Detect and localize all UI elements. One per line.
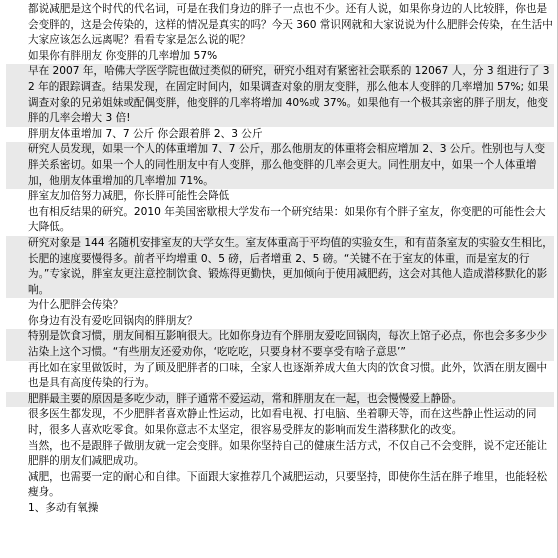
heading-aerobics: 1、多动有氧操 bbox=[28, 502, 99, 514]
paragraph-patience: 减肥，也需要一定的耐心和自律。下面跟大家推荐几个减肥运动，只要坚持，即使你生活在胖子堆里，也能轻松瘦身。 bbox=[28, 470, 548, 499]
paragraph-roommate-study: 研究对象是 144 名随机安排室友的大学女生。室友体重高于平均值的实验女生，和有苗条室友的实验女生相比，长肥的速度要慢得多。前者平均增重 0、5 磅，后者增重 2、5 磅。“关键不在于室友的体重，而是室友的行为。”专家说，胖室友更注意控制饮食、锻炼得更勤快，更加倾向于使用减肥药，这会对其他人造成潜移默化的影响。 bbox=[6, 236, 554, 298]
heading-fat-friend: 如果你有胖朋友 你变胖的几率增加 57% bbox=[28, 49, 218, 62]
paragraph-eating-habits: 特别是饮食习惯，朋友间相互影响很大。比如你身边有个胖朋友爱吃回锅肉，每次上馆子必点，你也会多多少少沾染上这个习惯。“有些朋友还爱劝你，‘吃吃吃，只要身材不要享受有啥子意思’” bbox=[6, 329, 554, 360]
paragraph-main-cause: 肥胖最主要的原因是多吃少动，胖子通常不爱运动，常和胖朋友在一起，也会慢慢爱上静卧。 bbox=[6, 392, 554, 408]
heading-pork-friend: 你身边有没有爱吃回锅肉的胖朋友？ bbox=[28, 314, 198, 327]
paragraph-static-exercise: 很多医生都发现，不少肥胖者喜欢静止性运动，比如看电视、打电脑、坐着聊天等，而在这些静止性运动的同时，很多人喜欢吃零食。如果你意志不太坚定，很容易受胖友的影响而发生潜移默化的改变。 bbox=[28, 408, 537, 437]
paragraph-harvard-study: 早在 2007 年，哈佛大学医学院也做过类似的研究，研究小组对有紧密社会联系的 12067 人，分 3 组进行了 32 年的跟踪调查。结果发现，在固定时间内，如果调查对象的朋友变胖，那么他本人变胖的几率增加 57%; 如果调查对象的兄弟姐妹或配偶变胖，他变胖的几率将增加 40%或 37%。如果他有一个极其亲密的胖子朋友，他变胖的几率会增大 3 倍! bbox=[6, 64, 554, 126]
heading-why-contagious: 为什么肥胖会传染？ bbox=[28, 299, 124, 312]
paragraph-family-cooking: 再比如在家里做饭时，为了顾及肥胖者的口味，全家人也逐渐养成大鱼大肉的饮食习惯。此外，饮酒在朋友圈中也是具有高度传染的行为。 bbox=[28, 361, 548, 390]
heading-roommate: 胖室友加倍努力减肥，你长胖可能性会降低 bbox=[28, 190, 230, 203]
heading-weight-gain: 胖朋友体重增加 7、7 公斤 你会跟着胖 2、3 公斤 bbox=[28, 127, 263, 140]
paragraph-intro: 都说减肥是这个时代的代名词，可是在我们身边的胖子一点也不少。还有人说，如果你身边的人比较胖，你也是会变胖的，这是会传染的，这样的情况是真实的吗？今天 360 常识网就和大家说说为什么肥胖会传染，在生活中大家应该怎么远离呢？看看专家是怎么说的呢？ bbox=[28, 3, 553, 47]
paragraph-michigan-study: 也有相反结果的研究。2010 年美国密歇根大学发布一个研究结果：如果你有个胖子室友，你变肥的可能性会大大降低。 bbox=[28, 205, 546, 234]
paragraph-weight-gain: 研究人员发现，如果一个人的体重增加 7、7 公斤，那么他朋友的体重将会相应增加 2、3 公斤。性别也与人变胖关系密切。如果一个人的同性朋友中有人变胖，那么他变胖的几率会更大。同性朋友中，如果一个人体重增加，他朋友体重增加的几率增加 71%。 bbox=[6, 142, 554, 189]
document-page bbox=[6, 0, 554, 517]
paragraph-healthy-lifestyle: 当然，也不是跟胖子做朋友就一定会变胖。如果你坚持自己的健康生活方式，不仅自己不会变胖，说不定还能让肥胖的朋友们减肥成功。 bbox=[28, 439, 548, 468]
